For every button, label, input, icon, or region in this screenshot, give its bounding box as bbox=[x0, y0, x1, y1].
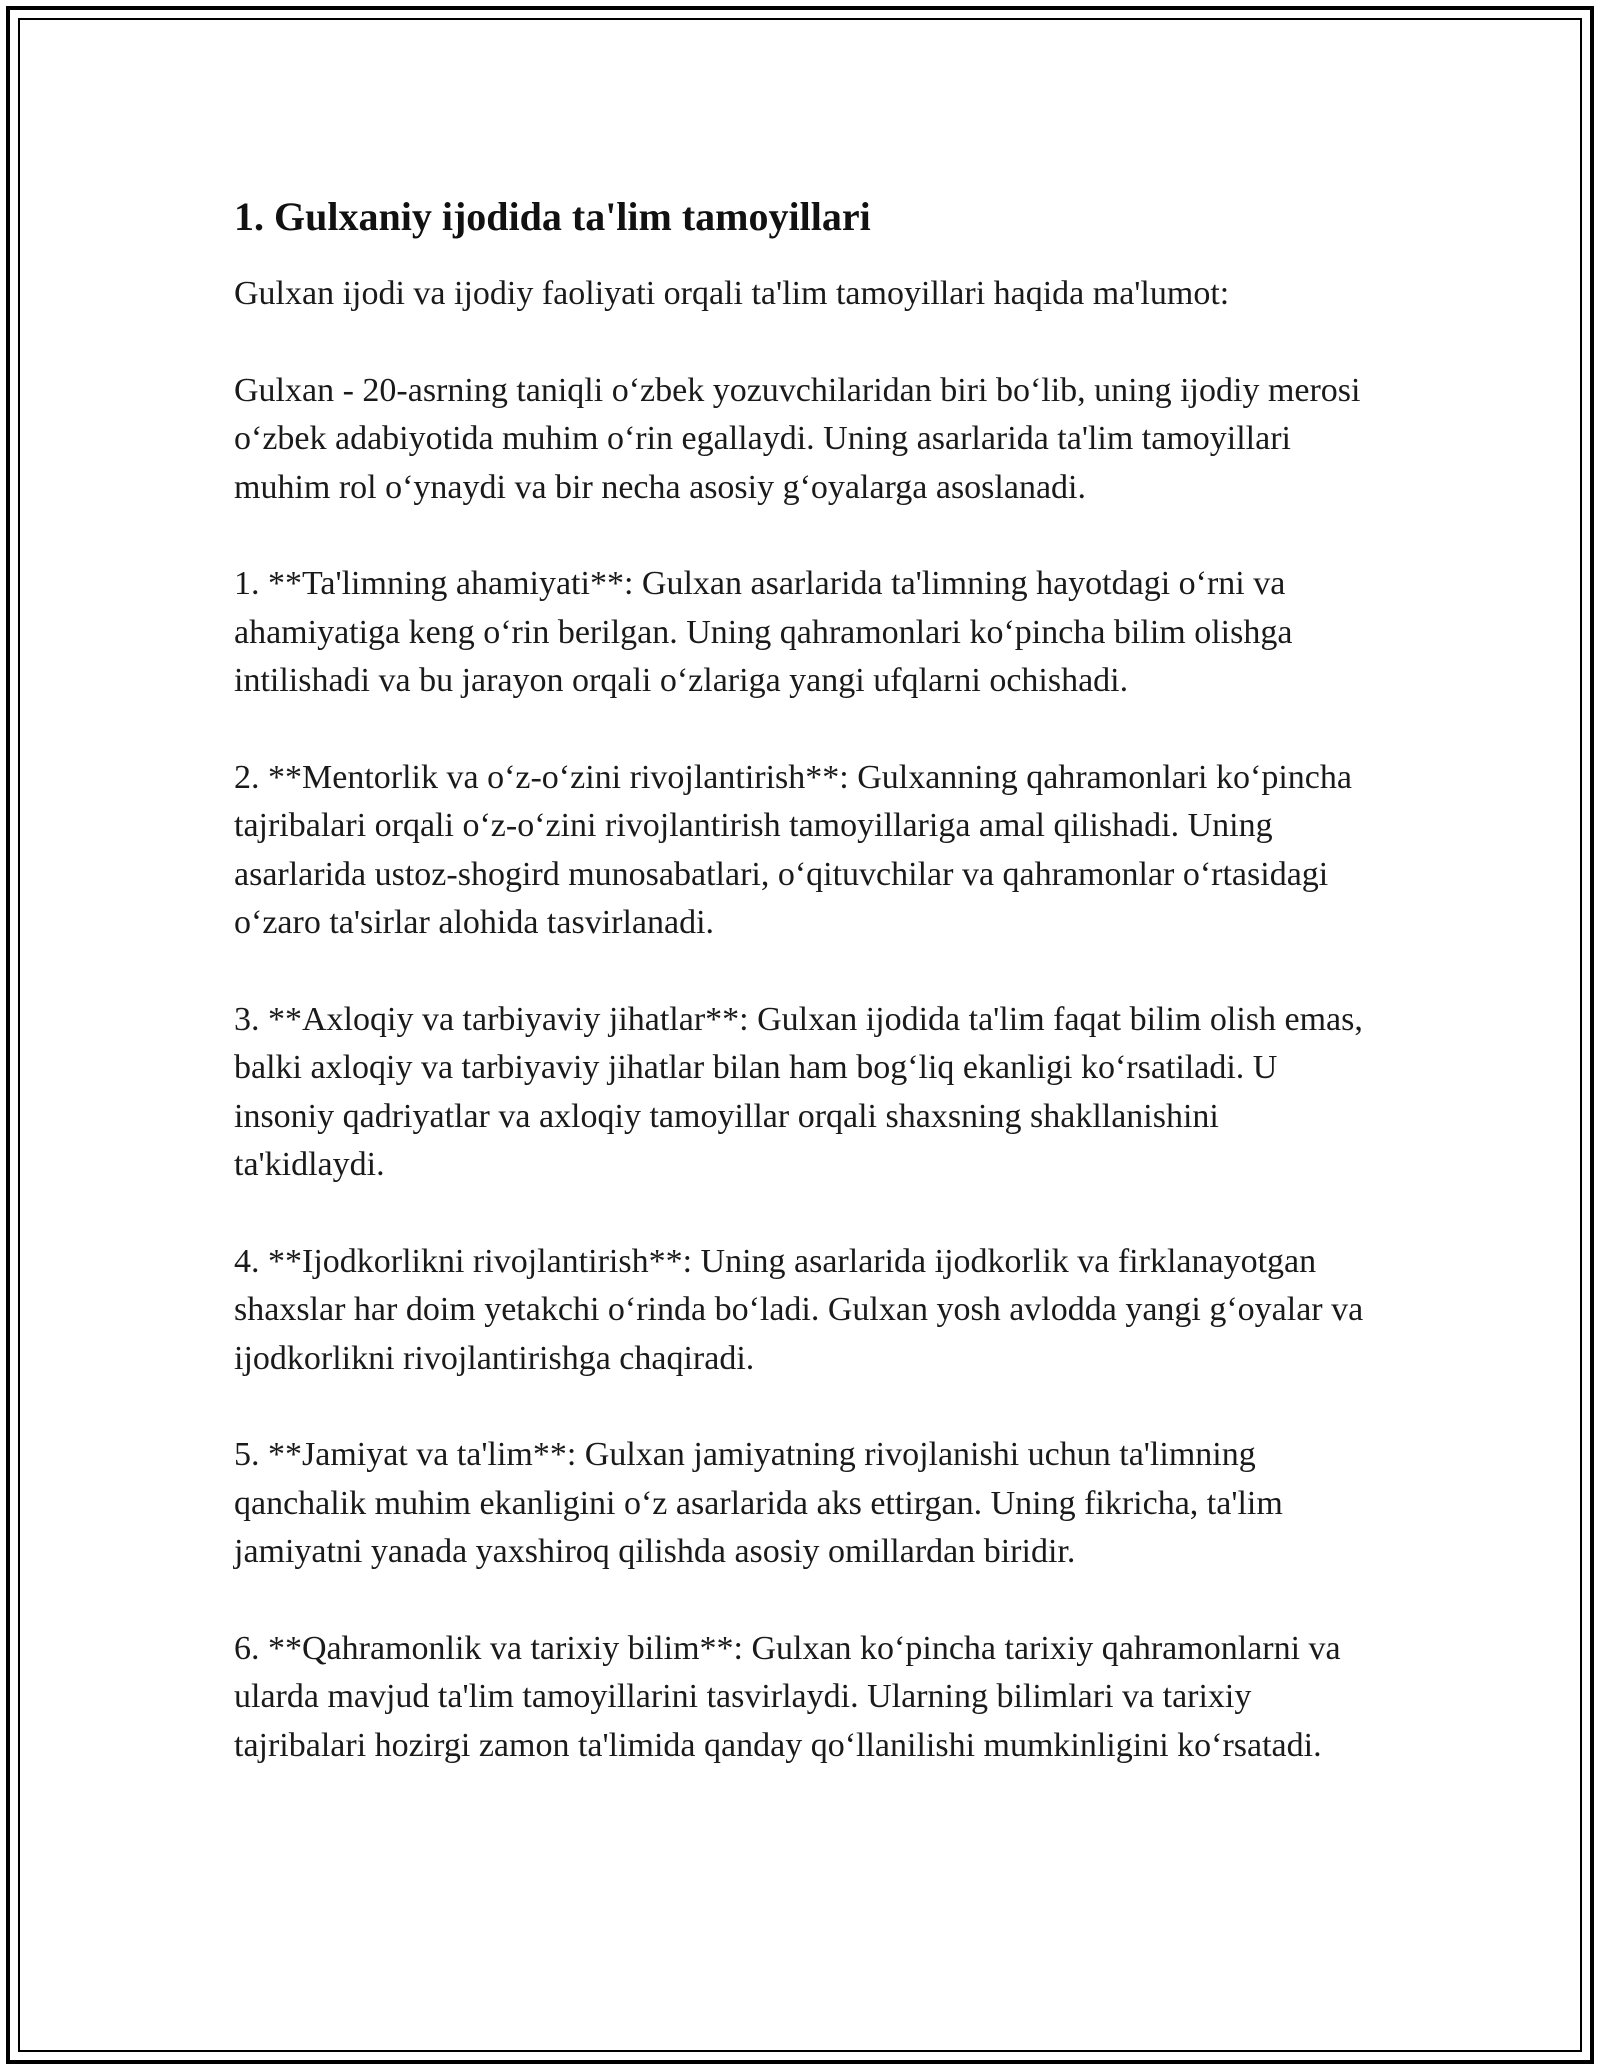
principle-paragraph-5: 5. **Jamiyat va ta'lim**: Gulxan jamiyatning rivojlanishi uchun ta'limning qanchalik muhim ekanligini o‘z asarlarida aks ettirgan. Uning fikricha, ta'lim jamiyatni yanada yaxshiroq qilishda asosiy omillardan biridir. bbox=[234, 1436, 1283, 1570]
principle-paragraph-2: 2. **Mentorlik va o‘z-o‘zini rivojlantirish**: Gulxanning qahramonlari ko‘pincha tajribalari orqali o‘z-o‘zini rivojlantirish tamoyillariga amal qilishadi. Uning asarlarida ustoz-shogird munosabatlari, o‘qituvchilar va qahramonlar o‘rtasidagi o‘zaro ta'sirlar alohida tasvirlanadi. bbox=[234, 758, 1352, 941]
document-body bbox=[234, 190, 1364, 1818]
principle-paragraph-4: 4. **Ijodkorlikni rivojlantirish**: Uning asarlarida ijodkorlik va firklanayotgan shaxslar har doim yetakchi o‘rinda bo‘ladi. Gulxan yosh avlodda yangi g‘oyalar va ijodkorlikni rivojlantirishga chaqiradi. bbox=[234, 1242, 1364, 1377]
principle-paragraph-3: 3. **Axloqiy va tarbiyaviy jihatlar**: Gulxan ijodida ta'lim faqat bilim olish emas, balki axloqiy va tarbiyaviy jihatlar bilan ham bog‘liq ekanligi ko‘rsatiladi. U insoniy qadriyatlar va axloqiy tamoyillar orqali shaxsning shakllanishini ta'kidlaydi. bbox=[234, 1000, 1363, 1183]
principle-paragraph-1: 1. **Ta'limning ahamiyati**: Gulxan asarlarida ta'limning hayotdagi o‘rni va ahamiyatiga keng o‘rin berilgan. Uning qahramonlari ko‘pincha bilim olishga intilishadi va bu jarayon orqali o‘zlariga yangi ufqlarni ochishadi. bbox=[234, 565, 1293, 699]
intro-paragraph: Gulxan ijodi va ijodiy faoliyati orqali ta'lim tamoyillari haqida ma'lumot: bbox=[234, 275, 1230, 312]
document-title: 1. Gulxaniy ijodida ta'lim tamoyillari bbox=[234, 194, 871, 239]
principle-paragraph-6: 6. **Qahramonlik va tarixiy bilim**: Gulxan ko‘pincha tarixiy qahramonlarni va ularda mavjud ta'lim tamoyillarini tasvirlaydi. Ularning bilimlari va tarixiy tajribalari hozirgi zamon ta'limida qanday qo‘llanilishi mumkinligini ko‘rsatadi. bbox=[234, 1629, 1341, 1764]
overview-paragraph: Gulxan - 20-asrning taniqli o‘zbek yozuvchilaridan biri bo‘lib, uning ijodiy merosi o‘zbek adabiyotida muhim o‘rin egallaydi. Uning asarlarida ta'lim tamoyillari muhim rol o‘ynaydi va bir necha asosiy g‘oyalarga asoslanadi. bbox=[234, 371, 1361, 506]
